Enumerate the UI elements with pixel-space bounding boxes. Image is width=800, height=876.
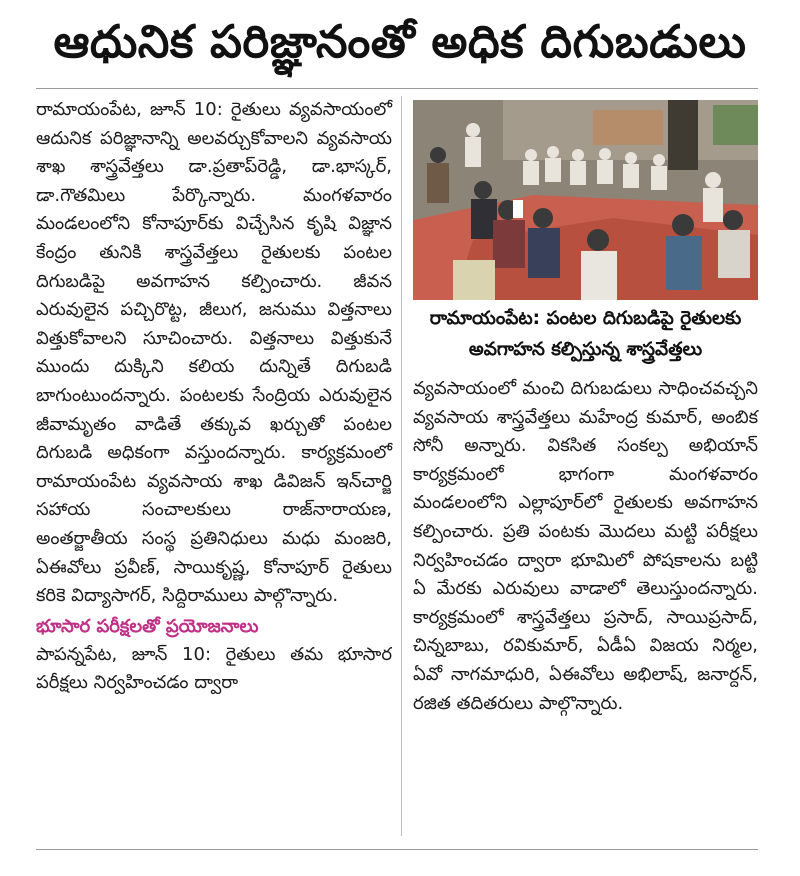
article-paragraph-papannapet: పాపన్నపేట, జూన్ 10: రైతులు తమ భూసార పరీక్షలు నిర్వహించడం ద్వారా — [36, 643, 392, 694]
farmers-meeting-illustration — [413, 100, 758, 300]
caption-line-2: అవగాహన కల్పిస్తున్న శాస్త్రవేత్తలు — [468, 339, 703, 360]
photo-caption — [413, 303, 758, 369]
article-paragraph-ramayampet: రామాయంపేట, జూన్ 10: రైతులు వ్యవసాయంలో ఆదునిక పరిజ్ఞానాన్ని అలవర్చుకోవాలని వ్యవసాయ శాఖ శాస్త్రవేత్తలు డా.ప్రతాప్‌రెడ్డి, డా.భాస్కర్, డా.గౌతమిలు పేర్కొన్నారు. మంగళవారం మండలంలోని కోనాపూర్‌కు విచ్చేసిన కృషి విజ్ఞాన కేంద్రం తునికి శాస్త్రవేత్తలు రైతులకు పంటల దిగుబడిపై అవగాహన కల్పించారు. జీవన ఎరువులైన పచ్చిరొట్ట, జీలుగ, జనుము విత్తనాలు విత్తుకోవాలని సూచించారు. విత్తనాలు విత్తుకునే ముందు దుక్కిని కలియ దున్నితే దిగుబడి బాగుంటుందన్నారు. పంటలకు సేంద్రియ ఎరువులైన జీవామృతం వాడితే తక్కువ ఖర్చుతో పంటల దిగుబడి అధికంగా వస్తుందన్నారు. కార్యక్రమంలో రామాయంపేట వ్యవసాయ శాఖ డివిజన్ ఇన్‌చార్జి సహాయ సంచాలకులు రాజ్‌నారాయణ, అంతర్జాతీయ సంస్థ ప్రతినిధులు మధు మంజరి, ఏఈవోలు ప్రవీణ్, సాయికృష్ణ, కోనాపూర్ రైతులు కరికె విద్యాసాగర్, సిద్దిరాములు పాల్గొన్నారు. — [36, 99, 392, 607]
bottom-rule — [36, 849, 758, 850]
column-divider — [401, 96, 402, 836]
news-photo — [413, 100, 758, 300]
right-column — [413, 375, 758, 837]
article-paragraph-yellapur: వ్యవసాయంలో మంచి దిగుబడులు సాధించవచ్చని వ్యవసాయ శాస్త్రవేత్తలు మహేంద్ర కుమార్, అంబిక సోనీ అన్నారు. వికసిత సంకల్ప అభియాన్ కార్యక్రమంలో భాగంగా మంగళవారం మండలంలోని ఎల్లాపూర్‌లో రైతులకు అవగాహన కల్పించారు. ప్రతి పంటకు మొదలు మట్టి పరీక్షలు నిర్వహించడం ద్వారా భూమిలో పోషకాలను బట్టి ఏ మేరకు ఎరువులు వాడాలో తెలుస్తుందన్నారు. కార్యక్రమంలో శాస్త్రవేత్తలు ప్రసాద్, సాయిప్రసాద్, చిన్నబాబు, రవికుమార్, ఏడీఏ విజయ నిర్మల, ఏవో నాగమాధురి, ఏఈవోలు అభిలాష్, జనార్దన్, రజిత తదితరులు పాల్గొన్నారు. — [413, 378, 758, 714]
subheading-soil-testing: భూసార పరీక్షలతో ప్రయోజనాలు — [36, 615, 259, 637]
top-rule — [36, 88, 758, 89]
left-column — [36, 96, 392, 838]
caption-line-1: రామాయంపేట: పంటల దిగుబడిపై రైతులకు — [429, 308, 742, 329]
headline: ఆధునిక పరిజ్ఞానంతో అధిక దిగుబడులు — [53, 15, 747, 68]
